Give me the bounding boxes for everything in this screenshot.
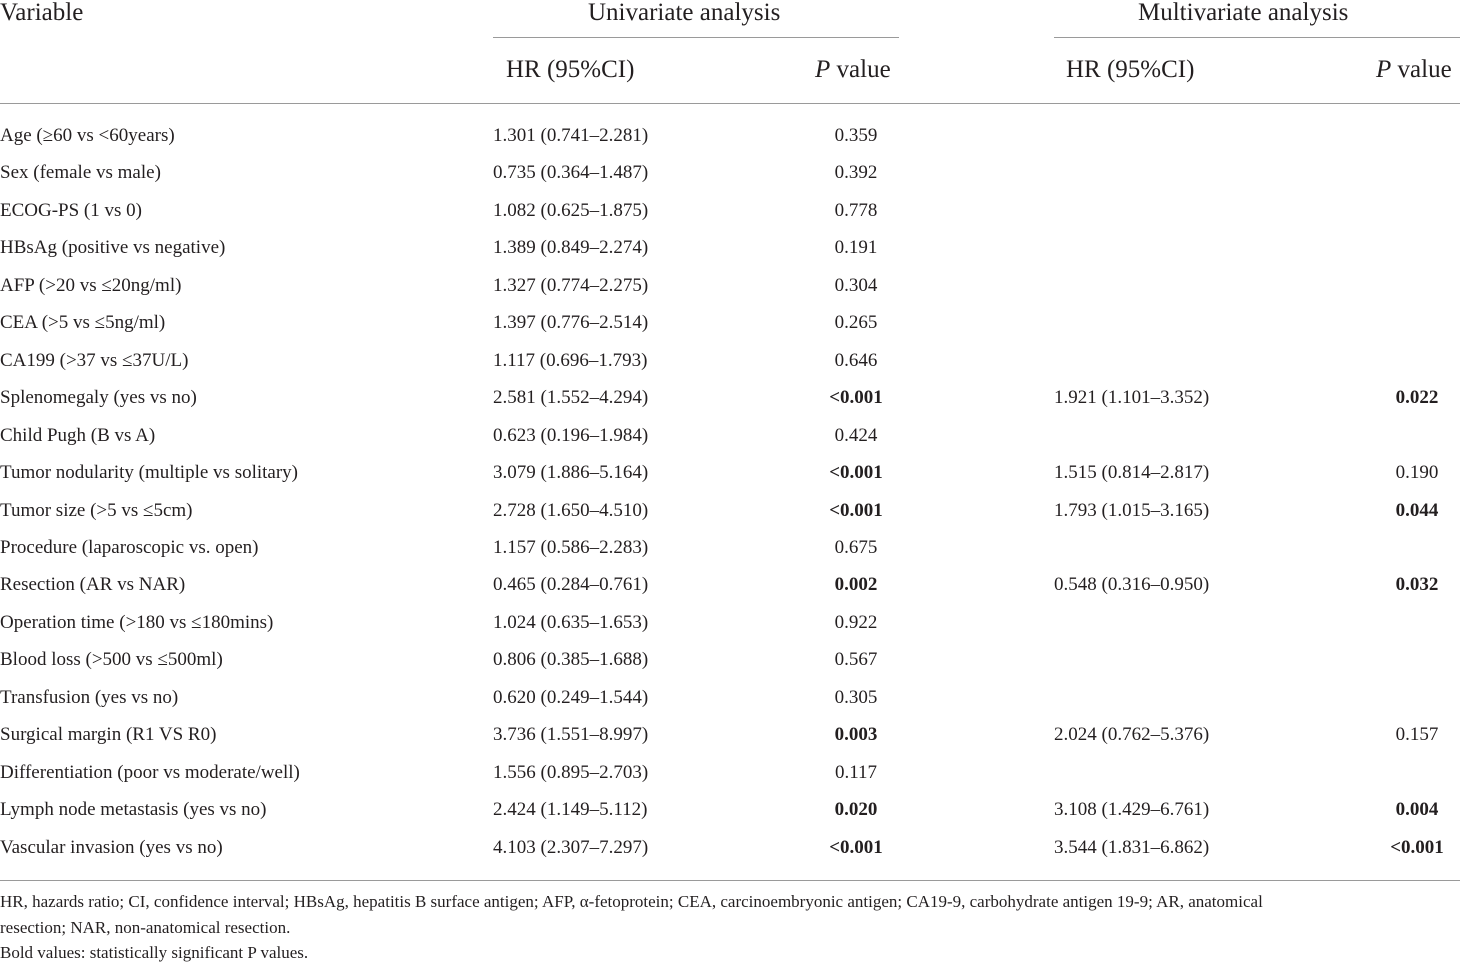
row-uni-hr: 1.556 (0.895–2.703) [493, 762, 649, 783]
row-uni-hr: 1.389 (0.849–2.274) [493, 237, 649, 258]
row-variable: Resection (AR vs NAR) [0, 574, 186, 595]
row-uni-hr: 0.465 (0.284–0.761) [493, 574, 649, 595]
footnote-abbreviations-line2: resection; NAR, non-anatomical resection. [0, 918, 291, 937]
row-uni-hr: 1.327 (0.774–2.275) [493, 275, 649, 296]
row-uni-hr: 0.735 (0.364–1.487) [493, 162, 649, 183]
footnote-abbreviations-line1: HR, hazards ratio; CI, confidence interval; HBsAg, hepatitis B surface antigen; AFP, α-fetoprotein; CEA, carcinoembryonic antigen; CA19-9, carbohydrate antigen 19-9; AR, anatomical [0, 892, 1263, 911]
row-variable: Differentiation (poor vs moderate/well) [0, 762, 300, 783]
row-uni-hr: 2.581 (1.552–4.294) [493, 387, 649, 408]
row-multi-hr: 1.515 (0.814–2.817) [1054, 462, 1210, 483]
row-uni-p-value: <0.001 [829, 387, 883, 408]
univariate-rule [493, 37, 899, 38]
row-multi-p-value: <0.001 [1390, 837, 1444, 858]
row-multi-hr: 2.024 (0.762–5.376) [1054, 724, 1210, 745]
row-variable: Procedure (laparoscopic vs. open) [0, 537, 259, 558]
row-uni-hr: 1.157 (0.586–2.283) [493, 537, 649, 558]
row-variable: Blood loss (>500 vs ≤500ml) [0, 649, 223, 670]
row-multi-hr: 1.921 (1.101–3.352) [1054, 387, 1210, 408]
header-bottom-rule [0, 103, 1460, 104]
row-multi-hr: 3.544 (1.831–6.862) [1054, 837, 1210, 858]
row-variable: Tumor size (>5 vs ≤5cm) [0, 500, 193, 521]
row-variable: Sex (female vs male) [0, 162, 161, 183]
row-uni-hr: 4.103 (2.307–7.297) [493, 837, 649, 858]
row-uni-hr: 0.806 (0.385–1.688) [493, 649, 649, 670]
row-variable: Vascular invasion (yes vs no) [0, 837, 223, 858]
row-variable: Child Pugh (B vs A) [0, 425, 156, 446]
header-univariate: Univariate analysis [588, 0, 781, 26]
row-uni-p-value: 0.359 [834, 125, 878, 146]
row-variable: HBsAg (positive vs negative) [0, 237, 226, 258]
row-multi-p-value: 0.190 [1395, 462, 1439, 483]
row-multi-p-value: 0.157 [1395, 724, 1439, 745]
table-bottom-rule [0, 880, 1460, 881]
row-uni-hr: 3.736 (1.551–8.997) [493, 724, 649, 745]
header-multi-p-rest: value [1391, 56, 1452, 83]
multivariate-rule [1054, 37, 1460, 38]
row-variable: AFP (>20 vs ≤20ng/ml) [0, 275, 182, 296]
row-variable: Age (≥60 vs <60years) [0, 125, 175, 146]
row-uni-p-value: 0.675 [834, 537, 878, 558]
row-uni-p-value: 0.003 [834, 724, 878, 745]
row-uni-p-value: 0.424 [834, 425, 878, 446]
row-multi-hr: 0.548 (0.316–0.950) [1054, 574, 1210, 595]
row-multi-hr: 3.108 (1.429–6.761) [1054, 799, 1210, 820]
row-variable: Tumor nodularity (multiple vs solitary) [0, 462, 299, 483]
footnote-bold-note: Bold values: statistically significant P values. [0, 943, 309, 962]
row-uni-p-value: 0.191 [834, 237, 878, 258]
row-uni-hr: 2.424 (1.149–5.112) [493, 799, 648, 820]
row-uni-p-value: 0.646 [834, 350, 878, 371]
row-variable: ECOG-PS (1 vs 0) [0, 200, 142, 221]
row-uni-hr: 0.623 (0.196–1.984) [493, 425, 649, 446]
row-uni-p-value: <0.001 [829, 500, 883, 521]
row-uni-p-value: 0.117 [834, 762, 878, 783]
row-uni-p-value: <0.001 [829, 837, 883, 858]
row-uni-p-value: 0.304 [834, 275, 878, 296]
row-uni-hr: 1.397 (0.776–2.514) [493, 312, 649, 333]
row-variable: CA199 (>37 vs ≤37U/L) [0, 350, 189, 371]
header-uni-p-rest: value [830, 56, 891, 83]
header-multivariate: Multivariate analysis [1138, 0, 1349, 26]
row-variable: CEA (>5 vs ≤5ng/ml) [0, 312, 166, 333]
row-uni-p-value: 0.567 [834, 649, 878, 670]
header-uni-hr: HR (95%CI) [506, 56, 635, 83]
row-multi-p-value: 0.022 [1395, 387, 1439, 408]
row-uni-hr: 1.301 (0.741–2.281) [493, 125, 649, 146]
row-variable: Lymph node metastasis (yes vs no) [0, 799, 267, 820]
row-multi-p-value: 0.032 [1395, 574, 1439, 595]
header-multi-p-italic: P [1376, 56, 1392, 83]
row-multi-p-value: 0.044 [1395, 500, 1439, 521]
row-uni-p-value: 0.392 [834, 162, 878, 183]
row-multi-hr: 1.793 (1.015–3.165) [1054, 500, 1210, 521]
row-uni-p-value: 0.778 [834, 200, 878, 221]
row-uni-p-value: 0.305 [834, 687, 878, 708]
row-variable: Operation time (>180 vs ≤180mins) [0, 612, 274, 633]
header-uni-p-italic: P [815, 56, 831, 83]
header-variable: Variable [0, 0, 84, 26]
header-uni-p [815, 56, 891, 84]
row-uni-p-value: 0.002 [834, 574, 878, 595]
row-uni-p-value: 0.265 [834, 312, 878, 333]
row-multi-p-value: 0.004 [1395, 799, 1439, 820]
row-uni-p-value: <0.001 [829, 462, 883, 483]
row-variable: Transfusion (yes vs no) [0, 687, 179, 708]
header-multi-p [1376, 56, 1452, 84]
row-variable: Splenomegaly (yes vs no) [0, 387, 197, 408]
row-uni-hr: 1.117 (0.696–1.793) [493, 350, 648, 371]
row-uni-hr: 2.728 (1.650–4.510) [493, 500, 649, 521]
row-uni-p-value: 0.020 [834, 799, 878, 820]
row-uni-hr: 0.620 (0.249–1.544) [493, 687, 649, 708]
row-uni-p-value: 0.922 [834, 612, 878, 633]
row-uni-hr: 1.024 (0.635–1.653) [493, 612, 649, 633]
row-uni-hr: 3.079 (1.886–5.164) [493, 462, 649, 483]
row-variable: Surgical margin (R1 VS R0) [0, 724, 217, 745]
header-multi-hr: HR (95%CI) [1066, 56, 1195, 83]
row-uni-hr: 1.082 (0.625–1.875) [493, 200, 649, 221]
